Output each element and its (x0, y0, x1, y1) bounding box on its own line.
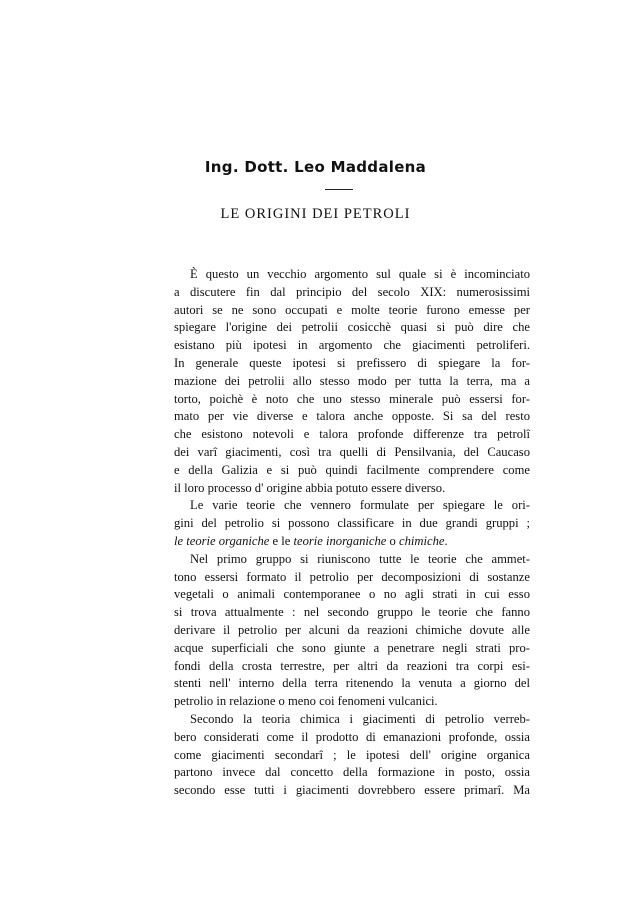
text-line: stenti nell' interno della terra ritenendo la venuta a giorno del (174, 676, 530, 691)
text-line: che esistono notevoli e talora profonde differenze tra petrolî (174, 427, 530, 442)
text-line: fondi della crosta terrestre, per altri da reazioni tra corpi esi- (174, 658, 530, 673)
article-title: LE ORIGINI DEI PETROLI (220, 206, 411, 222)
text-line: mato per vie diverse e talora anche opposte. Si sa del resto (174, 409, 530, 424)
paragraph-2 (174, 497, 530, 550)
text-line: a discutere fin dal principio del secolo XIX: numerosissimi (174, 284, 530, 299)
text-line: come giacimenti secondarî ; le ipotesi dell' origine organica (174, 747, 530, 762)
text-line: partono invece dal concetto della formazione in posto, ossia (174, 765, 530, 780)
text-line: il loro processo d' origine abbia potuto essere diverso. (174, 480, 446, 495)
text-fragment: o (386, 533, 399, 548)
text-line: esistano più ipotesi in argomento che giacimenti petroliferi. (174, 338, 530, 353)
text-line (174, 533, 530, 551)
text-line: e della Galizia e si può quindi facilmente comprendere come (174, 462, 530, 477)
text-line: si trova attualmente : nel secondo gruppo le teorie che fanno (174, 605, 530, 620)
text-line: spiegare l'origine dei petrolii cosicchè quasi si può dire che (174, 320, 530, 335)
text-line: secondo esse tutti i giacimenti dovrebbero essere primarî. Ma (174, 783, 530, 798)
text-fragment: e le (269, 533, 294, 548)
text-line: gini del petrolio si possono classificare in due grandi gruppi ; (174, 516, 530, 531)
title-divider (325, 189, 353, 190)
article-body (174, 266, 530, 800)
paragraph-4 (174, 711, 530, 800)
text-line: Le varie teorie che vennero formulate per spiegare le ori- (190, 498, 530, 513)
text-line: autori se ne sono occupati e molte teorie furono emesse per (174, 302, 530, 317)
text-line: vegetali o animali contemporanee o no agli strati in cui esso (174, 587, 530, 602)
text-fragment: . (444, 533, 448, 548)
text-line: mazione dei petrolii allo stesso modo per tutta la terra, ma a (174, 373, 530, 388)
italic-term: teorie inorganiche (293, 533, 387, 548)
text-line: acque superficiali che sono giunte a penetrare negli strati pro- (174, 640, 530, 655)
text-line: Nel primo gruppo si riuniscono tutte le teorie che ammet- (190, 551, 530, 566)
text-line: derivare il petrolio per alcuni da reazioni chimiche dovute alle (174, 622, 530, 637)
text-line: petrolio in relazione o meno coi fenomeni vulcanici. (174, 694, 438, 709)
paragraph-3 (174, 551, 530, 711)
text-line: dei varî giacimenti, così tra quelli di Pensilvania, del Caucaso (174, 444, 530, 459)
italic-term: le teorie organiche (174, 533, 270, 548)
italic-term: chimiche (399, 533, 445, 548)
text-line: bero considerati come il prodotto di emanazioni profonde, ossia (174, 729, 530, 744)
paragraph-1 (174, 266, 530, 497)
text-line: È questo un vecchio argomento sul quale si è incominciato (190, 267, 530, 281)
author-heading: Ing. Dott. Leo Maddalena (204, 158, 427, 176)
text-line: torto, poichè è noto che uno stesso minerale può essersi for- (174, 391, 530, 406)
text-line: Secondo la teoria chimica i giacimenti di petrolio verreb- (190, 711, 530, 726)
text-line: In generale queste ipotesi si prefissero di spiegare la for- (174, 355, 530, 370)
text-line: tono essersi formato il petrolio per decomposizioni di sostanze (174, 569, 530, 584)
